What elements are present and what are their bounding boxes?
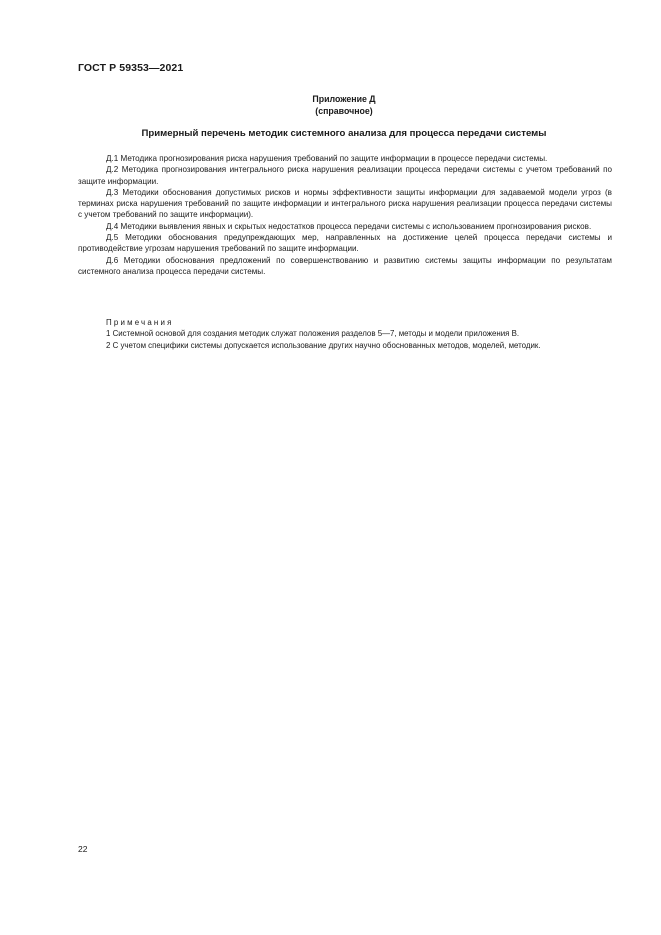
appendix-heading [78, 93, 610, 117]
appendix-label: Приложение Д [312, 94, 376, 104]
note-item: 1 Системной основой для создания методик служат положения разделов 5—7, методы и модели приложения В. [106, 329, 520, 339]
page-number: 22 [78, 844, 88, 854]
list-item: Д.2 Методика прогнозирования интегрального риска нарушения реализации процесса передачи системы с учетом требований по защите информации. [78, 165, 612, 186]
list-item: Д.3 Методики обоснования допустимых рисков и нормы эффективности защиты информации для задаваемой модели угроз (в терминах риска нарушения требований по защите информации и интегрального риска нарушения реализации процесса передачи системы с учетом требований по защите информации). [78, 187, 612, 220]
list-item: Д.5 Методики обоснования предупреждающих мер, направленных на достижение целей процесса передачи системы и противодействие угрозам нарушения требований по защите информации. [78, 233, 612, 254]
section-title: Примерный перечень методик системного анализа для процесса передачи системы [141, 128, 547, 139]
list-item: Д.6 Методики обоснования предложений по совершенствованию и развитию системы защиты информации по результатам системного анализа процесса передачи системы. [78, 255, 612, 276]
methods-list [78, 153, 612, 277]
notes-block [78, 317, 612, 351]
notes-heading: Примечания [106, 318, 174, 327]
note-item: 2 С учетом специфики системы допускается использование других научно обоснованных методов, моделей, методик. [106, 340, 541, 350]
document-code: ГОСТ Р 59353—2021 [78, 62, 184, 74]
list-item: Д.4 Методики выявления явных и скрытых недостатков процесса передачи системы с использованием прогнозирования рисков. [106, 221, 592, 231]
appendix-type: (справочное) [315, 106, 373, 116]
list-item: Д.1 Методика прогнозирования риска нарушения требований по защите информации в процессе передачи системы. [106, 154, 548, 163]
